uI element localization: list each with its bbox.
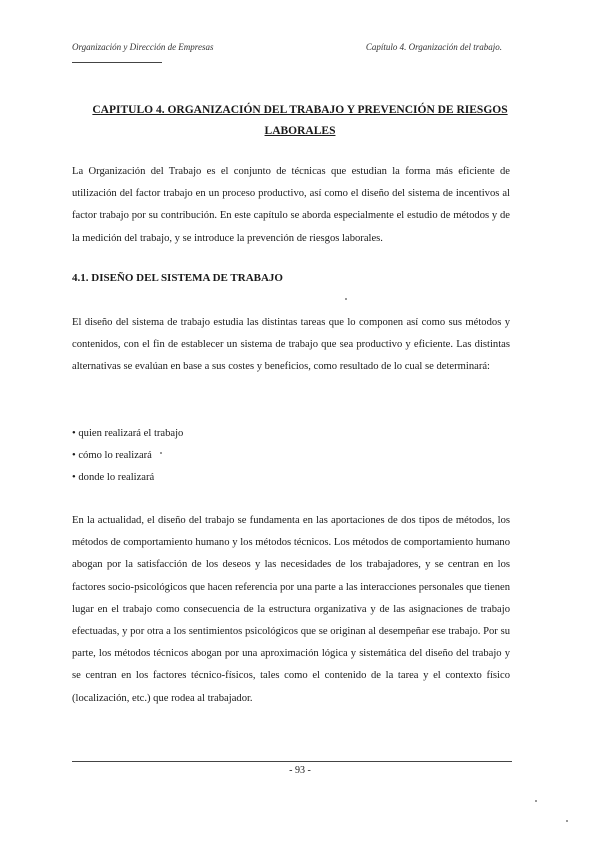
footer-rule: [72, 761, 512, 762]
bullet-list: [72, 423, 183, 489]
running-header-right: Capítulo 4. Organización del trabajo.: [365, 42, 502, 52]
scan-speck: [566, 820, 568, 822]
running-header-left: Organización y Dirección de Empresas: [72, 42, 214, 52]
bullet-item: • cómo lo realizará: [72, 445, 183, 467]
scan-speck: [160, 452, 162, 454]
bullet-item: • quien realizará el trabajo: [72, 423, 183, 445]
scan-speck: [345, 298, 347, 300]
chapter-title: CAPITULO 4. ORGANIZACIÓN DEL TRABAJO Y PREVENCIÓN DE RIESGOS LABORALES: [92, 104, 508, 137]
page-number: - 93 -: [289, 765, 311, 776]
intro-paragraph: La Organización del Trabajo es el conjunto de técnicas que estudian la forma más eficiente de utilización del factor trabajo en un proceso productivo, así como el diseño del sistema de incentivos al factor trabajo por su contribución. En este capítulo se aborda especialmente el estudio de métodos y de la medición del trabajo, y se introduce la prevención de riesgos laborales.: [72, 166, 510, 244]
section-heading: 4.1. DISEÑO DEL SISTEMA DE TRABAJO: [72, 272, 283, 284]
scan-speck: [535, 800, 537, 802]
header-rule: [72, 62, 162, 63]
bullet-item: • donde lo realizará: [72, 467, 183, 489]
final-paragraph: En la actualidad, el diseño del trabajo se fundamenta en las aportaciones de dos tipos de métodos, los métodos de comportamiento humano y los métodos técnicos. Los métodos de comportamiento humano abogan por la satisfacción de los deseos y las necesidades de los trabajadores, y se centran en los factores socio-psicológicos que hacen referencia por una parte a las interacciones personales que tienen lugar en el trabajo como consecuencia de la estructura organizativa y de las asignaciones de trabajo efectuadas, y por otra a los sentimientos psicológicos que se originan al desempeñar ese trabajo. Por su parte, los métodos técnicos abogan por una aproximación lógica y sistemática del diseño del trabajo y se centran en los factores técnico-físicos, tales como el contenido de la tarea y el contexto físico (localización, etc.) que rodea al trabajador.: [72, 515, 510, 704]
section-paragraph: El diseño del sistema de trabajo estudia las distintas tareas que lo componen así como sus métodos y contenidos, con el fin de establecer un sistema de trabajo que sea productivo y eficiente. Las distintas alternativas se evalúan en base a sus costes y beneficios, como resultado de lo cual se determinará:: [72, 317, 510, 373]
